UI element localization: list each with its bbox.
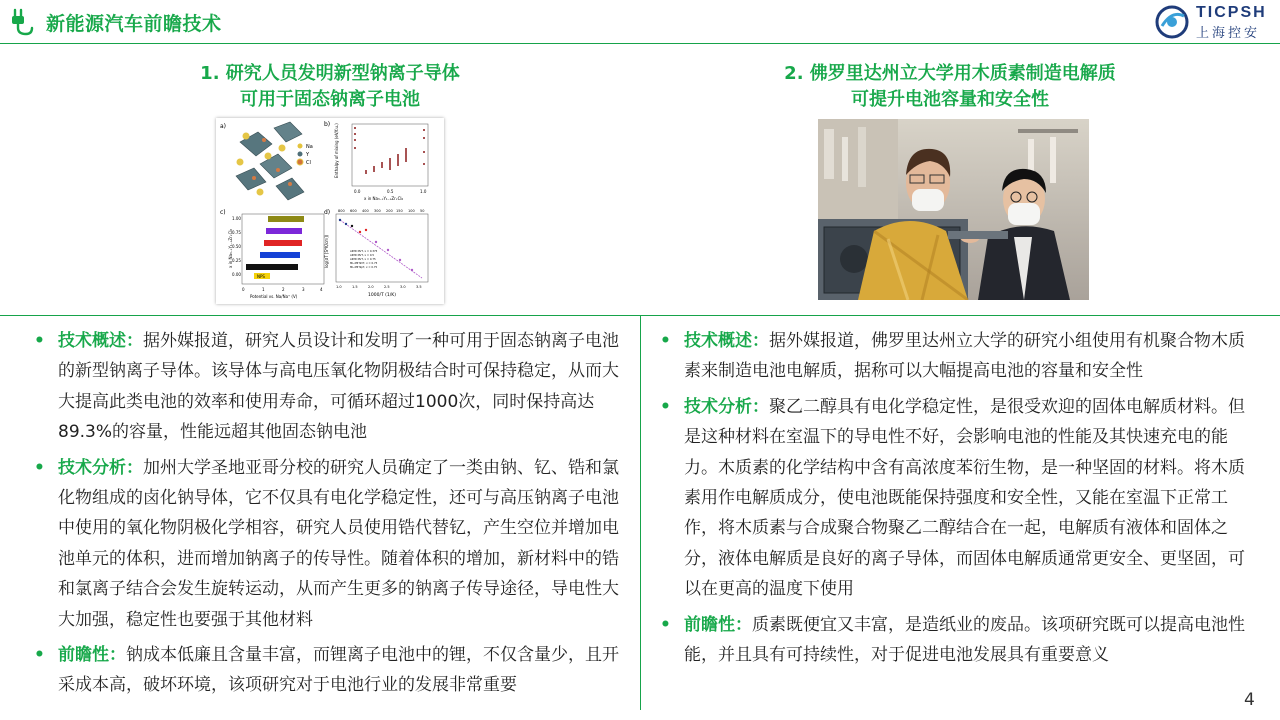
svg-text:1.0: 1.0 — [336, 285, 342, 289]
bullet-label: 前瞻性： — [684, 614, 752, 635]
right-section-title — [740, 61, 1160, 113]
svg-text:c): c) — [220, 209, 226, 216]
svg-text:50: 50 — [420, 209, 425, 213]
svg-text:0.50: 0.50 — [232, 244, 241, 249]
svg-text:100: 100 — [408, 209, 415, 213]
svg-text:Y: Y — [306, 152, 310, 158]
bullet-label: 技术概述： — [684, 331, 769, 351]
list-item — [34, 640, 634, 701]
svg-text:x in Na₃₋ₓY₁₋ₓZrₓCl₆: x in Na₃₋ₓY₁₋ₓZrₓCl₆ — [364, 196, 404, 201]
list-item — [34, 326, 634, 448]
svg-text:Na: Na — [306, 144, 313, 150]
header-divider — [0, 43, 1280, 44]
bullet-text: 据外媒报道，佛罗里达州立大学的研究小组使用有机聚合物木质素来制造电池电解质，据称可以大幅提高电池的容量和安全性 — [684, 331, 1245, 382]
section-divider-vertical — [640, 315, 641, 710]
bullet-text: 据外媒报道，研究人员设计和发明了一种可用于固态钠离子电池的新型钠离子导体。该导体与高电压氧化物阴极结合时可保持稳定，从而大大提高此类电池的效率和使用寿命，可循环超过1000次，同时保持高达89.3%的容量，性能远超其他固态钠电池 — [58, 331, 619, 443]
bullet-icon: • — [34, 457, 45, 478]
svg-text:600: 600 — [350, 209, 357, 213]
left-title-line2: 可用于固态钠离子电池 — [240, 89, 420, 110]
svg-text:2.0: 2.0 — [368, 285, 374, 289]
panel-d-chart — [324, 209, 428, 298]
page-title: 新能源汽车前瞻技术 — [46, 13, 222, 35]
list-item — [34, 453, 634, 635]
page-number: 4 — [1244, 690, 1255, 710]
svg-text:400: 400 — [362, 209, 369, 213]
svg-text:1: 1 — [262, 287, 265, 292]
bullet-label: 技术概述： — [58, 331, 143, 351]
right-bullet-list — [660, 326, 1258, 675]
bullet-label: 前瞻性： — [58, 645, 126, 666]
svg-text:3.5: 3.5 — [416, 285, 422, 289]
svg-text:0.25: 0.25 — [232, 258, 241, 263]
bullet-icon: • — [660, 614, 671, 635]
list-item — [660, 392, 1258, 605]
researchers-photo — [818, 119, 1089, 300]
svg-text:0.5: 0.5 — [387, 189, 394, 194]
logo-icon — [1154, 4, 1190, 40]
bullet-text: 质素既便宜又丰富，是造纸业的废品。该项研究既可以提高电池性能，并且具有可持续性，对于促进电池发展具有重要意义 — [684, 614, 1245, 666]
svg-text:1.0: 1.0 — [420, 189, 427, 194]
svg-text:ML-MP NpT, x = 0.75: ML-MP NpT, x = 0.75 — [350, 266, 378, 269]
list-item — [660, 610, 1258, 671]
panel-a-label: a) — [220, 123, 227, 130]
svg-text:3.0: 3.0 — [400, 285, 406, 289]
svg-text:200: 200 — [386, 209, 393, 213]
plug-icon — [6, 7, 36, 37]
svg-text:4: 4 — [320, 287, 323, 292]
svg-text:0.0: 0.0 — [354, 189, 361, 194]
bullet-label: 技术分析： — [58, 457, 143, 478]
svg-text:2: 2 — [282, 287, 285, 292]
svg-text:Potential vs. Na/Na⁺ (V): Potential vs. Na/Na⁺ (V) — [250, 294, 298, 299]
bullet-text: 钠成本低廉且含量丰富，而锂离子电池中的锂，不仅含量少，且开采成本高，破坏环境，该项研究对于电池行业的发展非常重要 — [58, 645, 619, 696]
svg-text:800: 800 — [338, 209, 345, 213]
bullet-icon: • — [660, 331, 671, 351]
logo-name: TICPSH — [1196, 4, 1267, 21]
bullet-label: 技术分析： — [684, 396, 769, 417]
svg-text:1.5: 1.5 — [352, 285, 358, 289]
svg-text:AIMD NVT, x = 0.375: AIMD NVT, x = 0.375 — [350, 250, 378, 253]
svg-text:0.75: 0.75 — [232, 230, 241, 235]
left-title-line1: 1. 研究人员发明新型钠离子导体 — [200, 63, 460, 84]
right-title-line1: 2. 佛罗里达州立大学用木质素制造电解质 — [784, 63, 1116, 84]
svg-text:300: 300 — [374, 209, 381, 213]
svg-text:1000/T (1/K): 1000/T (1/K) — [368, 293, 396, 298]
svg-text:AIMD NVT, x = 0.75: AIMD NVT, x = 0.75 — [350, 258, 376, 261]
bullet-icon: • — [660, 396, 671, 417]
svg-text:ML-MP NVT, x = 0.75: ML-MP NVT, x = 0.75 — [350, 262, 378, 265]
crystal-structure — [236, 122, 304, 200]
panel-c-chart — [228, 214, 324, 299]
bullet-text: 聚乙二醇具有电化学稳定性，是很受欢迎的固体电解质材料。但是这种材料在室温下的导电性不好，会影响电池的性能及其快速充电的能力。木质素的化学结构中含有高浓度苯衍生物，是一种坚固的材料。将木质素用作电解质成分，使电池既能保持强度和安全性，又能在室温下正常工作，将木质素与合成聚合物聚乙二醇结合在一起，电解质有液体和固体之分，液体电解质是良好的离子导体，而固体电解质通常更安全、更坚固，可以在更高的温度下使用 — [684, 396, 1245, 600]
left-section-title — [120, 61, 540, 113]
bullet-icon: • — [34, 645, 45, 666]
slide-header — [0, 0, 1280, 44]
svg-text:1.00: 1.00 — [232, 216, 241, 221]
svg-text:x in Na₃₋ₓY₁₋ₓZrₓCl₆: x in Na₃₋ₓY₁₋ₓZrₓCl₆ — [228, 228, 233, 268]
svg-text:3: 3 — [302, 287, 305, 292]
svg-text:2.5: 2.5 — [384, 285, 390, 289]
panel-b-chart — [334, 123, 428, 201]
svg-text:0.00: 0.00 — [232, 272, 241, 277]
svg-text:Cl: Cl — [306, 160, 311, 166]
svg-text:log(σT [S*K/cm]): log(σT [S*K/cm]) — [324, 234, 329, 268]
bullet-text: 加州大学圣地亚哥分校的研究人员确定了一类由钠、钇、锆和氯化物组成的卤化钠导体，它不仅具有电化学稳定性，还可与高压钠离子电池中使用的氧化物阴极化学相容，研究人员使用锆代替钇，产生空位并增加电池单元的体积，进而增加钠离子的传导性。随着体积的增加，新材料中的锆和氯离子结合会发生旋转运动，从而产生更多的钠离子传导途径，导电性大大加强，稳定性也要强于其他材料 — [58, 457, 619, 630]
svg-text:0: 0 — [242, 287, 245, 292]
bullet-icon: • — [34, 331, 45, 351]
svg-text:150: 150 — [396, 209, 403, 213]
research-figure — [216, 118, 444, 304]
svg-text:Enthalpy of mixing (eV/f.u.): Enthalpy of mixing (eV/f.u.) — [334, 123, 339, 178]
svg-text:NPS: NPS — [257, 274, 265, 279]
logo-subtitle: 上海控安 — [1196, 26, 1261, 41]
svg-text:b): b) — [324, 121, 331, 128]
list-item — [660, 326, 1258, 387]
right-title-line2: 可提升电池容量和安全性 — [851, 89, 1049, 110]
svg-text:AIMD NVT, x = 0.5: AIMD NVT, x = 0.5 — [350, 254, 375, 257]
left-bullet-list — [34, 326, 634, 706]
svg-text:d): d) — [324, 209, 331, 216]
